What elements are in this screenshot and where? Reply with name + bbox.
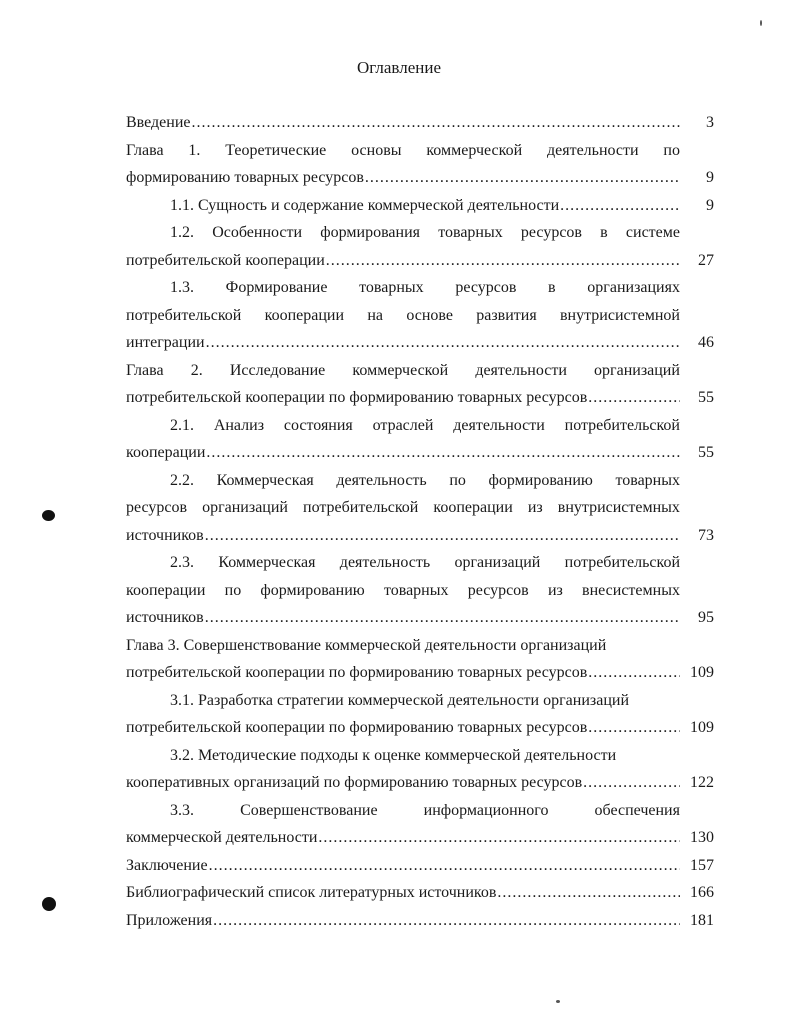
page-number: 73 bbox=[698, 526, 714, 544]
dot-leader bbox=[588, 714, 680, 742]
word: коммерческой bbox=[426, 141, 523, 159]
toc-entry-chapter-1[interactable] bbox=[126, 137, 714, 192]
word: 1.3. bbox=[170, 279, 194, 296]
word: формированию bbox=[488, 471, 593, 489]
toc-entry-text: потребительской кооперации bbox=[126, 251, 325, 269]
word: по bbox=[449, 471, 466, 489]
word: Глава bbox=[126, 141, 164, 159]
word: формированию bbox=[260, 581, 365, 599]
page-number: 46 bbox=[698, 334, 714, 351]
word: деятельности bbox=[475, 361, 567, 379]
word: Глава bbox=[126, 361, 164, 379]
toc-entry-chapter-2[interactable] bbox=[126, 357, 714, 412]
word: системе bbox=[625, 224, 680, 241]
word: товарных bbox=[615, 471, 680, 489]
word: организаций bbox=[454, 554, 541, 571]
dot-leader bbox=[497, 879, 680, 907]
word: ресурсов bbox=[467, 581, 529, 599]
page-number: 157 bbox=[690, 856, 714, 874]
scan-speck bbox=[760, 20, 762, 26]
word: 2.3. bbox=[170, 554, 194, 571]
word: отраслей bbox=[372, 416, 434, 434]
word: деятельности bbox=[453, 416, 545, 434]
word: в bbox=[600, 224, 608, 241]
word: основы bbox=[351, 141, 402, 159]
dot-leader bbox=[365, 164, 680, 192]
page-number: 109 bbox=[690, 719, 714, 736]
scan-speck bbox=[556, 1000, 560, 1003]
toc-entry-conclusion[interactable] bbox=[126, 852, 714, 880]
dot-leader bbox=[209, 852, 680, 880]
toc-entry-text: 3.2. Методические подходы к оценке коммерческой деятельности bbox=[170, 746, 617, 764]
word: 3.3. bbox=[170, 801, 194, 819]
dot-leader bbox=[588, 384, 680, 412]
word: деятельности bbox=[546, 141, 639, 159]
dot-leader bbox=[206, 439, 680, 467]
word: 2.2. bbox=[170, 471, 194, 489]
punch-hole-mark-icon bbox=[42, 510, 55, 521]
toc-entry-text: Глава 3. Совершенствование коммерческой деятельности организаций bbox=[126, 636, 607, 654]
word: внутрисистемных bbox=[557, 499, 680, 516]
word: Теоретические bbox=[225, 141, 327, 159]
toc-entry-text: формированию товарных ресурсов bbox=[126, 169, 364, 186]
word: в bbox=[548, 279, 556, 296]
toc-entry-text: кооперативных организаций по формированию товарных ресурсов bbox=[126, 774, 583, 791]
word: Особенности bbox=[212, 224, 303, 241]
toc-entry-section-2-3[interactable] bbox=[126, 549, 714, 632]
word: потребительской bbox=[303, 499, 419, 516]
word: потребительской bbox=[126, 306, 242, 324]
word: кооперации bbox=[264, 306, 345, 324]
word: ресурсов bbox=[126, 499, 188, 516]
word: информационного bbox=[423, 801, 549, 819]
word: коммерческой bbox=[352, 361, 449, 379]
word: из bbox=[527, 499, 543, 516]
word: товарных bbox=[359, 279, 424, 296]
word: 2. bbox=[190, 361, 203, 379]
toc-entry-text: потребительской кооперации по формированию товарных ресурсов bbox=[126, 664, 588, 681]
toc-entry-text: 1.1. Сущность и содержание коммерческой деятельности bbox=[170, 196, 560, 214]
word: по bbox=[224, 581, 242, 599]
page-number: 109 bbox=[690, 664, 714, 681]
dot-leader bbox=[205, 522, 680, 550]
word: Совершенствование bbox=[240, 801, 378, 819]
toc-entry-text: источников bbox=[126, 609, 204, 626]
toc-entry-section-3-3[interactable] bbox=[126, 797, 714, 852]
page-number: 27 bbox=[698, 251, 714, 269]
toc-entry-text: Заключение bbox=[126, 856, 208, 874]
toc-entry-text: источников bbox=[126, 526, 204, 544]
toc-entry-text: интеграции bbox=[126, 334, 205, 351]
toc-entry-text: потребительской кооперации по формированию товарных ресурсов bbox=[126, 719, 588, 736]
toc-entry-section-3-2[interactable] bbox=[126, 742, 714, 797]
dot-leader bbox=[318, 824, 680, 852]
word: потребительской bbox=[564, 416, 680, 434]
page-number: 122 bbox=[690, 774, 714, 791]
page-number: 130 bbox=[690, 829, 714, 846]
page-number: 166 bbox=[690, 884, 714, 901]
word: кооперации bbox=[433, 499, 513, 516]
page-number: 95 bbox=[698, 609, 714, 626]
page-number: 9 bbox=[706, 196, 714, 214]
word: на bbox=[367, 306, 384, 324]
word: товарных bbox=[438, 224, 503, 241]
word: из bbox=[547, 581, 563, 599]
toc-entry-section-2-1[interactable] bbox=[126, 412, 714, 467]
word: Анализ bbox=[213, 416, 265, 434]
dot-leader bbox=[213, 907, 680, 935]
word: состояния bbox=[283, 416, 353, 434]
word: потребительской bbox=[564, 554, 680, 571]
word: Исследование bbox=[229, 361, 326, 379]
toc-entry-section-1-1[interactable] bbox=[126, 192, 714, 220]
toc-entry-text: потребительской кооперации по формированию товарных ресурсов bbox=[126, 389, 588, 406]
word: кооперации bbox=[126, 581, 206, 599]
word: организаций bbox=[594, 361, 680, 379]
toc-title: Оглавление bbox=[357, 58, 441, 77]
toc-entry-bibliography[interactable] bbox=[126, 879, 714, 907]
dot-leader bbox=[560, 192, 680, 220]
toc-entry-chapter-3[interactable] bbox=[126, 632, 714, 687]
dot-leader bbox=[583, 769, 680, 797]
word: основе bbox=[406, 306, 453, 324]
page-number: 55 bbox=[698, 444, 714, 461]
punch-hole-mark-icon bbox=[42, 897, 56, 911]
toc-entry-text: Введение bbox=[126, 114, 191, 131]
word: Коммерческая bbox=[218, 554, 316, 571]
dot-leader bbox=[326, 247, 680, 275]
word: ресурсов bbox=[455, 279, 517, 296]
page-number: 9 bbox=[706, 169, 714, 186]
toc-entry-section-1-3[interactable] bbox=[126, 274, 714, 357]
toc-entry-appendices[interactable] bbox=[126, 907, 714, 935]
word: формирования bbox=[320, 224, 420, 241]
page-number: 55 bbox=[698, 389, 714, 406]
toc-entry-text: 3.1. Разработка стратегии коммерческой деятельности организаций bbox=[170, 691, 630, 709]
word: организаций bbox=[202, 499, 288, 516]
word: 1.2. bbox=[170, 224, 194, 241]
toc-entry-text: Приложения bbox=[126, 911, 213, 929]
dot-leader bbox=[192, 109, 681, 137]
page-number: 181 bbox=[690, 911, 714, 929]
word: Формирование bbox=[225, 279, 328, 296]
word: по bbox=[663, 141, 680, 159]
toc-entry-text: кооперации bbox=[126, 444, 206, 461]
dot-leader bbox=[588, 659, 680, 687]
word: ресурсов bbox=[520, 224, 582, 241]
toc-entry-text: коммерческой деятельности bbox=[126, 829, 318, 846]
word: обеспечения bbox=[594, 801, 680, 819]
word: деятельность bbox=[336, 471, 427, 489]
toc-entry-section-1-2[interactable] bbox=[126, 219, 714, 274]
word: развития bbox=[476, 306, 537, 324]
toc-entry-section-3-1[interactable] bbox=[126, 687, 714, 742]
toc-entry-introduction[interactable] bbox=[126, 109, 714, 137]
word: 1. bbox=[188, 141, 201, 159]
word: деятельность bbox=[339, 554, 431, 571]
page-number: 3 bbox=[706, 114, 714, 131]
word: внесистемных bbox=[582, 581, 680, 599]
word: Коммерческая bbox=[216, 471, 314, 489]
toc-entry-text: Библиографический список литературных источников bbox=[126, 884, 497, 901]
dot-leader bbox=[205, 604, 680, 632]
word: организациях bbox=[587, 279, 680, 296]
word: внутрисистемной bbox=[560, 306, 680, 324]
word: 2.1. bbox=[170, 416, 194, 434]
table-of-contents bbox=[126, 109, 714, 934]
toc-entry-section-2-2[interactable] bbox=[126, 467, 714, 550]
word: товарных bbox=[383, 581, 449, 599]
dot-leader bbox=[206, 329, 680, 357]
